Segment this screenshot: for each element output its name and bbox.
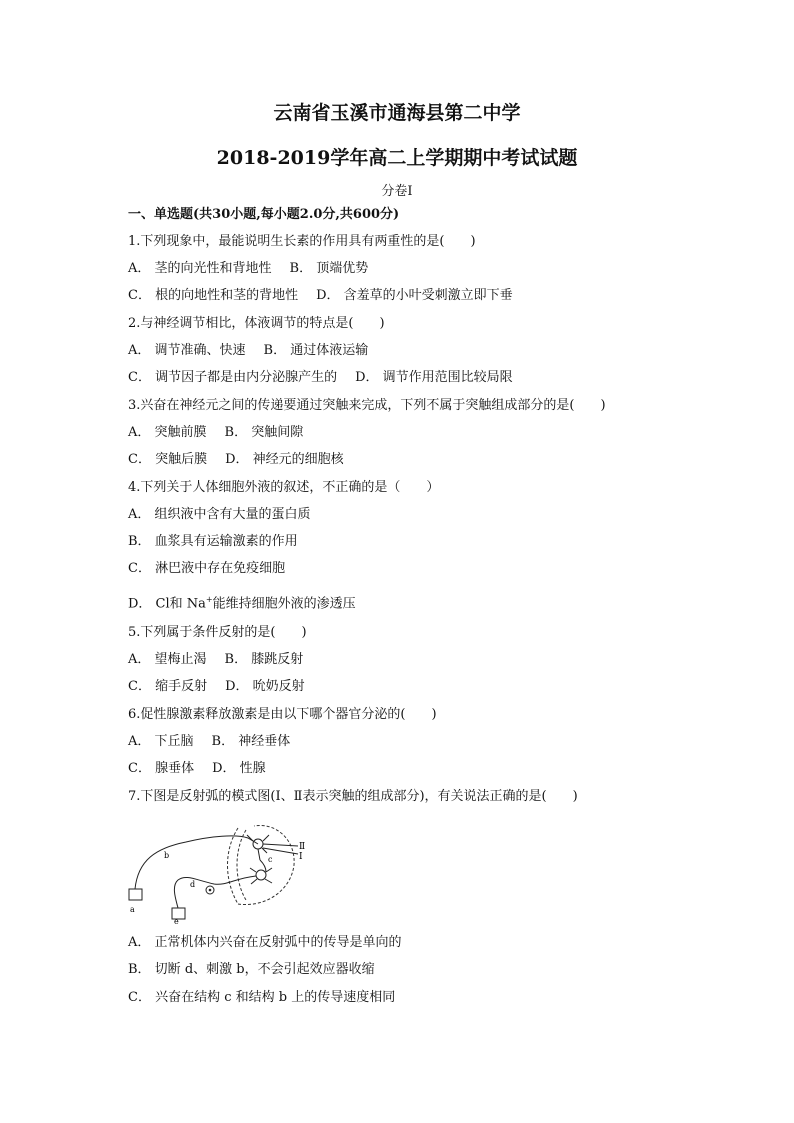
spinal-cord-outline-left <box>228 828 239 904</box>
document-subtitle: 2018-2019学年高二上学期期中考试试题 <box>216 147 578 169</box>
option-c: C． 缩手反射 <box>128 679 208 694</box>
option-a: A． 调节准确、快速 <box>128 343 246 358</box>
option-d: D． 含羞草的小叶受刺激立即下垂 <box>316 288 513 303</box>
label-i: Ⅰ <box>299 852 303 862</box>
option-d: D． 吮奶反射 <box>225 679 305 694</box>
option-c: C． 突触后膜 <box>128 452 208 467</box>
question-1-options-cd <box>128 288 513 304</box>
option-b: B． 突触间隙 <box>224 425 304 440</box>
option-a: A． 望梅止渴 <box>128 652 207 667</box>
option-c: C． 兴奋在结构 c 和结构 b 上的传导速度相同 <box>128 990 396 1005</box>
option-d <box>128 592 356 612</box>
question-1-stem: 1.下列现象中，最能说明生长素的作用具有两重性的是( ) <box>128 234 476 249</box>
question-6-stem: 6.促性腺激素释放激素是由以下哪个器官分泌的( ) <box>128 707 437 722</box>
option-b: B． 膝跳反射 <box>224 652 304 667</box>
spinal-cord-outline-inner <box>237 830 246 900</box>
label-d: d <box>190 880 196 889</box>
superscript-plus: + <box>205 595 213 604</box>
option-d-prefix: D． Cl和 Na <box>128 596 206 612</box>
option-c: C． 调节因子都是由内分泌腺产生的 <box>128 370 338 385</box>
question-5-options-ab <box>128 652 303 668</box>
question-2-options-cd <box>128 370 513 386</box>
option-c: C． 根的向地性和茎的背地性 <box>128 288 299 303</box>
question-5-options-cd <box>128 679 305 695</box>
part-label: 分卷I <box>381 184 413 199</box>
pointer-line-i <box>263 848 298 854</box>
label-a: a <box>130 905 135 914</box>
option-a: A． 下丘脑 <box>128 734 194 749</box>
label-b: b <box>164 851 170 860</box>
option-c: C． 腺垂体 <box>128 761 195 776</box>
question-3-stem: 3.兴奋在神经元之间的传递要通过突触来完成，下列不属于突触组成部分的是( ) <box>128 398 606 413</box>
question-3-options-cd <box>128 452 344 468</box>
option-d: D． 性腺 <box>212 761 266 776</box>
option-d-suffix: 能维持细胞外液的渗透压 <box>212 596 356 612</box>
option-b: B． 顶端优势 <box>289 261 369 276</box>
efferent-nerve-path <box>174 876 256 908</box>
option-a: A． 茎的向光性和背地性 <box>128 261 272 276</box>
option-d: D． 神经元的细胞核 <box>225 452 344 467</box>
option-d: D． 调节作用范围比较局限 <box>355 370 513 385</box>
stimulus-marker-dot <box>209 889 212 892</box>
label-e: e <box>174 917 179 925</box>
document-title: 云南省玉溪市通海县第二中学 <box>273 102 521 124</box>
pointer-line-ii <box>263 844 298 846</box>
option-b: B． 神经垂体 <box>211 734 291 749</box>
question-5-stem: 5.下列属于条件反射的是( ) <box>128 625 307 640</box>
question-6-options-cd <box>128 761 266 777</box>
question-6-options-ab <box>128 734 290 750</box>
question-1-options-ab <box>128 261 368 277</box>
reflex-arc-diagram <box>126 820 316 925</box>
question-2-stem: 2.与神经调节相比，体液调节的特点是( ) <box>128 316 385 331</box>
question-4-stem: 4.下列关于人体细胞外液的叙述，不正确的是（ ） <box>128 480 440 495</box>
option-a: A． 突触前膜 <box>128 425 207 440</box>
receptor-box <box>129 889 142 900</box>
option-c: C． 淋巴液中存在免疫细胞 <box>128 561 286 576</box>
option-b: B． 通过体液运输 <box>263 343 369 358</box>
option-a: A． 组织液中含有大量的蛋白质 <box>128 507 311 522</box>
option-b: B． 血浆具有运输激素的作用 <box>128 534 298 549</box>
label-ii: Ⅱ <box>299 842 306 852</box>
motor-neuron-body <box>256 870 266 880</box>
question-7-stem: 7.下图是反射弧的模式图(Ⅰ、Ⅱ表示突触的组成部分)，有关说法正确的是( ) <box>128 789 578 804</box>
option-a: A． 正常机体内兴奋在反射弧中的传导是单向的 <box>128 935 402 950</box>
section-heading: 一、单选题(共30小题,每小题2.0分,共600分) <box>128 207 400 222</box>
label-c: c <box>268 855 273 864</box>
question-3-options-ab <box>128 425 303 441</box>
question-2-options-ab <box>128 343 368 359</box>
option-b: B． 切断 d、刺激 b，不会引起效应器收缩 <box>128 962 375 977</box>
